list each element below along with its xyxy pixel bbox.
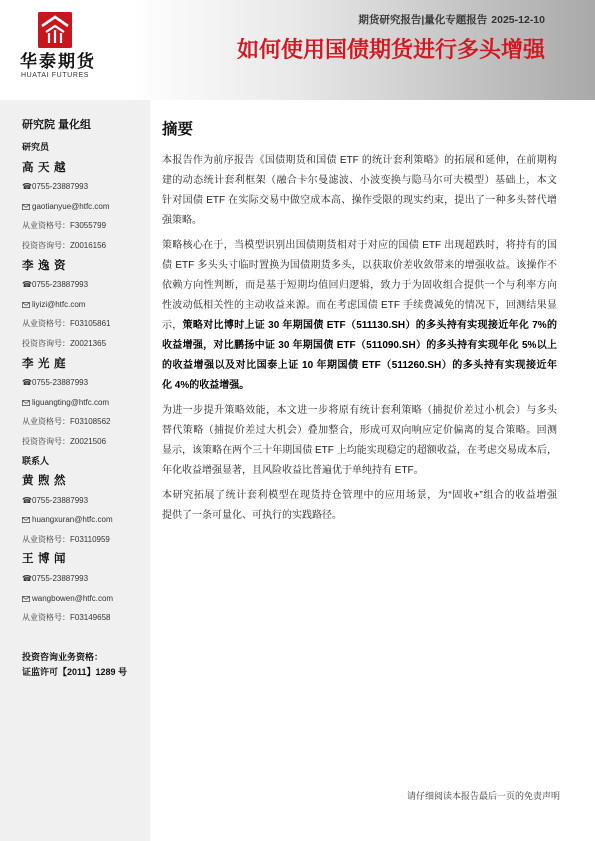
researcher-phone-text: 0755-23887993 <box>32 182 89 192</box>
abstract-body <box>162 151 557 531</box>
contact-license-number-text: 从业资格号：F03110959 <box>22 534 110 544</box>
researcher-email-text: liyizi@htfc.com <box>32 299 86 309</box>
abstract-line <box>162 151 557 171</box>
staff-list <box>22 138 146 628</box>
phone-icon: ☎ <box>22 378 32 388</box>
abstract-line <box>162 211 557 231</box>
researcher-phone-text: 0755-23887993 <box>32 280 89 290</box>
abstract-line <box>162 461 557 481</box>
abstract-paragraph <box>162 401 557 481</box>
researcher-email-text: liguangting@htfc.com <box>32 397 110 407</box>
mail-icon <box>22 393 32 413</box>
mail-icon <box>22 589 32 609</box>
abstract-line <box>162 356 557 376</box>
abstract-text: 债 ETF 多头头寸临时置换为国债期货多头，以获取价差收敛带来的增强收益。该操作不 <box>162 260 557 271</box>
researcher-advisory-number <box>22 236 146 256</box>
abstract-line <box>162 256 557 276</box>
abstract-paragraph <box>162 486 557 526</box>
researcher-license-number-text: 从业资格号：F3055799 <box>22 221 107 231</box>
qualification-label: 投资咨询业务资格： <box>22 652 104 662</box>
abstract-text: 建的动态统计套利框架（融合卡尔曼滤波、小波变换与隐马尔可夫模型）基础上，本文 <box>162 175 557 186</box>
contact-name <box>22 549 146 569</box>
researcher-license-number-text: 从业资格号：F03108562 <box>22 417 111 427</box>
abstract-text: 提供了一条可量化、可执行的实践路径。 <box>162 510 342 521</box>
abstract-line <box>162 506 557 526</box>
highlighted-result-text: 化 4%的收益增强。 <box>162 380 250 391</box>
abstract-text: 性波动低相关性的主动收益来源。而在考虑国债 ETF 手续费减免的情况下，回测结果显 <box>162 300 557 311</box>
contact-phone-text: 0755-23887993 <box>32 574 89 584</box>
abstract-text: 显示，该策略在两个三十年期国债 ETF 上均能实现稳定的超额收益，在考虑交易成本后， <box>162 445 557 456</box>
researcher-name <box>22 256 146 276</box>
report-title: 如何使用国债期货进行多头增强 <box>236 37 545 62</box>
abstract-line <box>162 401 557 421</box>
abstract-line <box>162 486 557 506</box>
contact-phone <box>22 569 146 589</box>
abstract-line <box>162 276 557 296</box>
abstract-line <box>162 236 557 256</box>
abstract-text: 本报告作为前序报告《国债期货和国债 ETF 的统计套利策略》的拓展和延伸，在前期构 <box>162 155 557 166</box>
contact-heading-text: 联系人 <box>22 455 50 466</box>
report-type: 期货研究报告|量化专题报告 <box>358 14 488 26</box>
researcher-heading-text: 研究员 <box>22 142 50 152</box>
researcher-license-number <box>22 314 146 334</box>
contact-email <box>22 589 146 609</box>
contact-phone <box>22 491 146 511</box>
company-name-en: HUATAI FUTURES <box>21 72 90 79</box>
researcher-email <box>22 295 146 315</box>
researcher-license-number-text: 从业资格号：F03105861 <box>22 319 111 329</box>
researcher-name <box>22 158 146 178</box>
researcher-phone <box>22 373 146 393</box>
highlighted-result-text: 的收益增强以及对比国泰上证 10 年期国债 ETF（511260.SH）的多头持有实现接近年 <box>162 360 557 371</box>
phone-icon: ☎ <box>22 574 32 584</box>
abstract-text: 本研究拓展了统计套利模型在现货持仓管理中的应用场景，为“固收+”组合的收益增强 <box>162 490 557 501</box>
contact-license-number <box>22 530 146 550</box>
contact-license-number-text: 从业资格号：F03149658 <box>22 613 111 623</box>
researcher-advisory-number <box>22 432 146 452</box>
mail-icon <box>22 197 32 217</box>
abstract-text: 替代策略（捕捉价差过大机会）叠加整合，形成可双向响应定价偏离的复合策略。回测 <box>162 425 557 436</box>
abstract-line <box>162 171 557 191</box>
mail-icon <box>22 295 32 315</box>
abstract-text: 策略核心在于，当模型识别出国债期货相对于对应的国债 ETF 出现超跌时，将持有的国 <box>162 240 557 251</box>
abstract-text: 强策略。 <box>162 215 202 226</box>
researcher-name-text: 李逸资 <box>22 257 70 272</box>
abstract-text: 示， <box>162 320 183 331</box>
abstract-line <box>162 296 557 316</box>
report-header <box>0 0 595 100</box>
abstract-line <box>162 421 557 441</box>
report-date: 2025-12-10 <box>491 14 545 26</box>
researcher-name <box>22 354 146 374</box>
contact-name-text: 王博闻 <box>22 551 70 566</box>
abstract-text: 针对国债 ETF 在实际交易中做空成本高、操作受限的现实约束，提出了一种多头替代增 <box>162 195 557 206</box>
researcher-advisory-number-text: 投资咨询号：Z0021365 <box>22 338 107 348</box>
abstract-line <box>162 191 557 211</box>
researcher-heading <box>22 138 146 158</box>
qualification-license: 证监许可【2011】1289 号 <box>22 666 128 677</box>
phone-icon: ☎ <box>22 280 32 290</box>
disclaimer-note: 请仔细阅读本报告最后一页的免责声明 <box>406 791 560 801</box>
section-title-abstract: 摘要 <box>162 121 194 138</box>
researcher-advisory-number-text: 投资咨询号：Z0021506 <box>22 436 107 446</box>
mail-icon <box>22 510 32 530</box>
contact-email <box>22 510 146 530</box>
researcher-phone-text: 0755-23887993 <box>32 378 89 388</box>
abstract-text: 年化收益增强显著，且风险收益比普遍优于单纯持有 ETF。 <box>162 465 424 476</box>
phone-icon: ☎ <box>22 182 32 192</box>
contact-name-text: 黄煦然 <box>22 473 70 488</box>
researcher-phone <box>22 177 146 197</box>
researcher-email-text: gaotianyue@htfc.com <box>32 201 110 211</box>
department-name: 研究院 量化组 <box>22 119 92 131</box>
researcher-name-text: 高天越 <box>22 159 70 174</box>
highlighted-result-text: 策略对比博时上证 30 年期国债 ETF（511130.SH）的多头持有实现接近年化 7%的 <box>182 320 558 331</box>
abstract-paragraph <box>162 151 557 231</box>
contact-email-text: huangxuran@htfc.com <box>32 515 113 525</box>
company-name-cn: 华泰期货 <box>20 52 96 71</box>
contact-heading <box>22 452 146 472</box>
phone-icon: ☎ <box>22 495 32 505</box>
contact-license-number <box>22 608 146 628</box>
abstract-text: 为进一步提升策略效能，本文进一步将原有统计套利策略（捕捉价差过小机会）与多头 <box>162 405 557 416</box>
researcher-license-number <box>22 412 146 432</box>
huatai-logo-icon <box>38 12 72 48</box>
qualification-block <box>22 650 127 679</box>
abstract-paragraph <box>162 236 557 396</box>
researcher-phone <box>22 275 146 295</box>
contact-phone-text: 0755-23887993 <box>32 495 89 505</box>
abstract-line <box>162 316 557 336</box>
contact-name <box>22 471 146 491</box>
report-meta <box>358 14 545 27</box>
abstract-line <box>162 336 557 356</box>
contact-email-text: wangbowen@htfc.com <box>32 593 114 603</box>
highlighted-result-text: 收益增强，对比鹏扬中证 30 年期国债 ETF（511090.SH）的多头持有实现年化 5%以上 <box>162 340 557 351</box>
abstract-text: 依赖方向性判断，而是基于短期均值回归逻辑，致力于为固收组合提供一个与利率方向 <box>162 280 557 291</box>
researcher-name-text: 李光庭 <box>22 355 70 370</box>
researcher-email <box>22 197 146 217</box>
abstract-line <box>162 376 557 396</box>
abstract-line <box>162 441 557 461</box>
researcher-advisory-number-text: 投资咨询号：Z0016156 <box>22 240 107 250</box>
researcher-license-number <box>22 216 146 236</box>
sidebar <box>0 100 150 841</box>
researcher-email <box>22 393 146 413</box>
researcher-advisory-number <box>22 334 146 354</box>
